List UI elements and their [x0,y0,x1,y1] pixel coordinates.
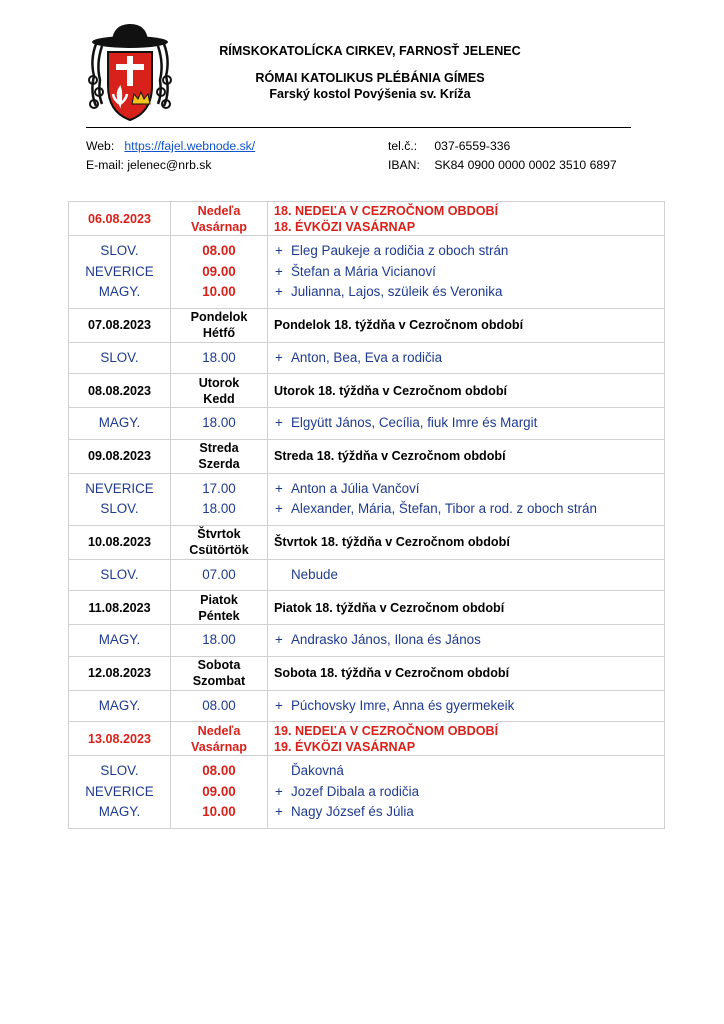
tel-line [388,139,510,153]
liturgical-title-cell [268,202,665,236]
mass-times [171,756,268,829]
day-name-hu: Péntek [198,608,240,623]
day-name-hu: Szerda [198,457,240,471]
mass-intentions [268,690,665,722]
masses-row [69,690,665,722]
mass-locations [69,625,171,657]
mass-intentions [268,559,665,591]
day-name-sk: Pondelok [190,310,248,324]
mass-locations [69,559,171,591]
mass-intention-line [268,262,664,283]
day-name-sk: Sobota [197,658,241,672]
mass-time: 10.00 [202,284,236,299]
mass-time: 18.00 [202,632,236,647]
mass-location: SLOV. [100,566,139,582]
mass-intentions [268,342,665,374]
day-name-cell [171,591,268,625]
deceased-cross-mark: + [275,243,283,258]
liturgical-title: Pondelok 18. týždňa v Cezročnom období [274,318,524,332]
mass-location: NEVERICE [85,783,154,799]
mass-location: MAGY. [98,284,141,299]
mass-intention: Púchovsky Imre, Anna és gyermekeik [291,697,515,713]
mass-intention-line [268,630,664,651]
email-value: jelenec@nrb.sk [127,158,212,172]
masses-row [69,756,665,829]
header-divider [86,127,631,128]
mass-intention-line [268,241,664,262]
mass-intentions [268,236,665,309]
mass-time: 08.00 [202,243,236,258]
mass-times [171,342,268,374]
day-name-cell [171,656,268,690]
mass-location: MAGY. [98,804,141,819]
day-name-sk: Streda [199,441,239,455]
liturgical-title: 18. NEDEĽA V CEZROČNOM OBDOBÍ [274,203,499,218]
mass-locations [69,236,171,309]
mass-location: MAGY. [98,415,141,430]
mass-times [171,625,268,657]
deceased-cross-mark: + [275,697,283,713]
mass-time: 10.00 [202,804,236,819]
day-header-row [69,656,665,690]
day-header-row [69,374,665,408]
mass-intention: Jozef Dibala a rodičia [291,783,420,799]
masses-row [69,408,665,440]
mass-locations [69,756,171,829]
liturgical-title-cell [268,525,665,559]
mass-intention: Eleg Paukeje a rodičia z oboch strán [291,243,509,258]
deceased-cross-mark: + [275,415,283,430]
mass-intention-line [268,499,664,520]
day-name-hu: Vasárnap [190,219,247,234]
mass-time: 18.00 [202,349,236,365]
masses-row [69,559,665,591]
liturgical-title-hu: 19. ÉVKÖZI VASÁRNAP [274,739,416,754]
mass-time: 08.00 [202,763,236,778]
mass-intention-line [268,696,664,717]
mass-location: SLOV. [100,349,139,365]
day-date: 10.08.2023 [69,525,171,559]
masses-row [69,342,665,374]
tel-value: 037-6559-336 [434,139,511,153]
deceased-cross-mark: + [275,480,283,496]
mass-location: MAGY. [98,697,141,713]
day-name-hu: Hétfő [202,326,236,340]
masses-row [69,236,665,309]
mass-schedule-table [68,201,665,829]
parish-coat-of-arms [86,20,174,124]
liturgical-title-cell [268,656,665,690]
day-header-row [69,591,665,625]
mass-locations [69,342,171,374]
mass-location: NEVERICE [85,263,154,279]
day-header-row [69,308,665,342]
mass-intention-line [268,802,664,823]
mass-times [171,690,268,722]
day-name-cell [171,439,268,473]
liturgical-title-cell [268,722,665,756]
mass-times [171,408,268,440]
mass-intentions [268,408,665,440]
liturgical-title: Piatok 18. týždňa v Cezročnom období [274,600,505,615]
iban-label: IBAN: [388,158,420,172]
day-name-sk: Piatok [200,592,238,607]
iban-value: SK84 0900 0000 0002 3510 6897 [434,158,617,172]
mass-intention: Anton, Bea, Eva a rodičia [291,349,443,365]
mass-time: 09.00 [202,783,236,799]
liturgical-title: Sobota 18. týždňa v Cezročnom období [274,666,510,680]
web-line [86,139,255,153]
mass-time: 09.00 [202,263,236,279]
mass-location: SLOV. [100,763,139,778]
mass-intention: Julianna, Lajos, szüleik és Veronika [291,284,503,299]
day-name-cell [171,374,268,408]
mass-location: MAGY. [98,632,141,647]
liturgical-title-hu: 18. ÉVKÖZI VASÁRNAP [274,219,416,234]
mass-location: SLOV. [100,501,139,516]
day-name-hu: Kedd [203,391,235,406]
day-name-cell [171,722,268,756]
mass-location: SLOV. [100,243,139,258]
liturgical-title-cell [268,308,665,342]
mass-locations [69,408,171,440]
mass-intentions [268,625,665,657]
day-name-sk: Nedeľa [197,723,241,738]
mass-location: NEVERICE [85,480,154,496]
parish-church-name: Farský kostol Povýšenia sv. Kríža [269,87,471,101]
liturgical-title-cell [268,591,665,625]
day-date: 13.08.2023 [69,722,171,756]
iban-line [388,158,617,172]
day-name-cell [171,308,268,342]
day-name-sk: Utorok [198,375,240,390]
mass-intention-line [268,282,664,303]
deceased-cross-mark: + [275,349,283,365]
mass-intention: Nagy József és Júlia [291,804,414,819]
mass-intentions [268,756,665,829]
mass-times [171,236,268,309]
liturgical-title: Streda 18. týždňa v Cezročnom období [274,449,506,463]
mass-time: 18.00 [202,415,236,430]
day-header-row [69,202,665,236]
mass-intention: Štefan a Mária Vicianoví [291,263,436,279]
day-date: 12.08.2023 [69,656,171,690]
mass-intentions [268,473,665,525]
liturgical-title: Utorok 18. týždňa v Cezročnom období [274,383,508,398]
mass-intention-line [268,479,664,500]
masses-row [69,625,665,657]
mass-intention: Ďakovná [291,763,344,778]
mass-intention-line [268,761,664,782]
day-name-hu: Szombat [192,674,246,688]
mass-time: 07.00 [202,566,236,582]
mass-time: 08.00 [202,697,236,713]
mass-locations [69,690,171,722]
day-header-row [69,525,665,559]
mass-locations [69,473,171,525]
mass-intention: Nebude [291,566,338,582]
email-line [86,158,212,172]
deceased-cross-mark: + [275,783,283,799]
day-header-row [69,439,665,473]
deceased-cross-mark: + [275,632,283,647]
day-name-sk: Nedeľa [197,203,241,218]
web-label: Web: [86,139,115,153]
liturgical-title: 19. NEDEĽA V CEZROČNOM OBDOBÍ [274,723,499,738]
masses-row [69,473,665,525]
day-date: 11.08.2023 [69,591,171,625]
day-header-row [69,722,665,756]
mass-intention: Elgyütt János, Cecília, fiuk Imre és Margit [291,415,538,430]
day-date: 08.08.2023 [69,374,171,408]
mass-intention: Andrasko János, Ilona és János [291,632,481,647]
mass-intention-line [268,782,664,803]
liturgical-title: Štvrtok 18. týždňa v Cezročnom období [274,535,510,549]
day-date: 06.08.2023 [69,202,171,236]
day-name-cell [171,202,268,236]
day-name-hu: Vasárnap [190,739,247,754]
mass-time: 18.00 [202,501,236,516]
day-name-cell [171,525,268,559]
deceased-cross-mark: + [275,804,283,819]
parish-name-hu: RÓMAI KATOLIKUS PLÉBÁNIA GÍMES [255,71,485,85]
mass-intention: Alexander, Mária, Štefan, Tibor a rod. z oboch strán [291,501,597,516]
day-date: 09.08.2023 [69,439,171,473]
day-name-hu: Csütörtök [189,543,249,557]
day-date: 07.08.2023 [69,308,171,342]
liturgical-title-cell [268,439,665,473]
mass-intention-line [268,413,664,434]
deceased-cross-mark: + [275,501,283,516]
mass-intention-line [268,348,664,369]
deceased-cross-mark: + [275,284,283,299]
parish-name-sk: RÍMSKOKATOLÍCKA CIRKEV, FARNOSŤ JELENEC [219,44,521,58]
mass-times [171,473,268,525]
mass-times [171,559,268,591]
email-label: E-mail: [86,158,124,172]
web-link[interactable]: https://fajel.webnode.sk/ [124,139,256,153]
day-name-sk: Štvrtok [197,527,241,541]
mass-intention: Anton a Júlia Vančoví [291,480,420,496]
liturgical-title-cell [268,374,665,408]
tel-label: tel.č.: [388,139,418,153]
mass-intention-line [268,565,664,586]
deceased-cross-mark: + [275,263,283,279]
mass-time: 17.00 [202,480,236,496]
